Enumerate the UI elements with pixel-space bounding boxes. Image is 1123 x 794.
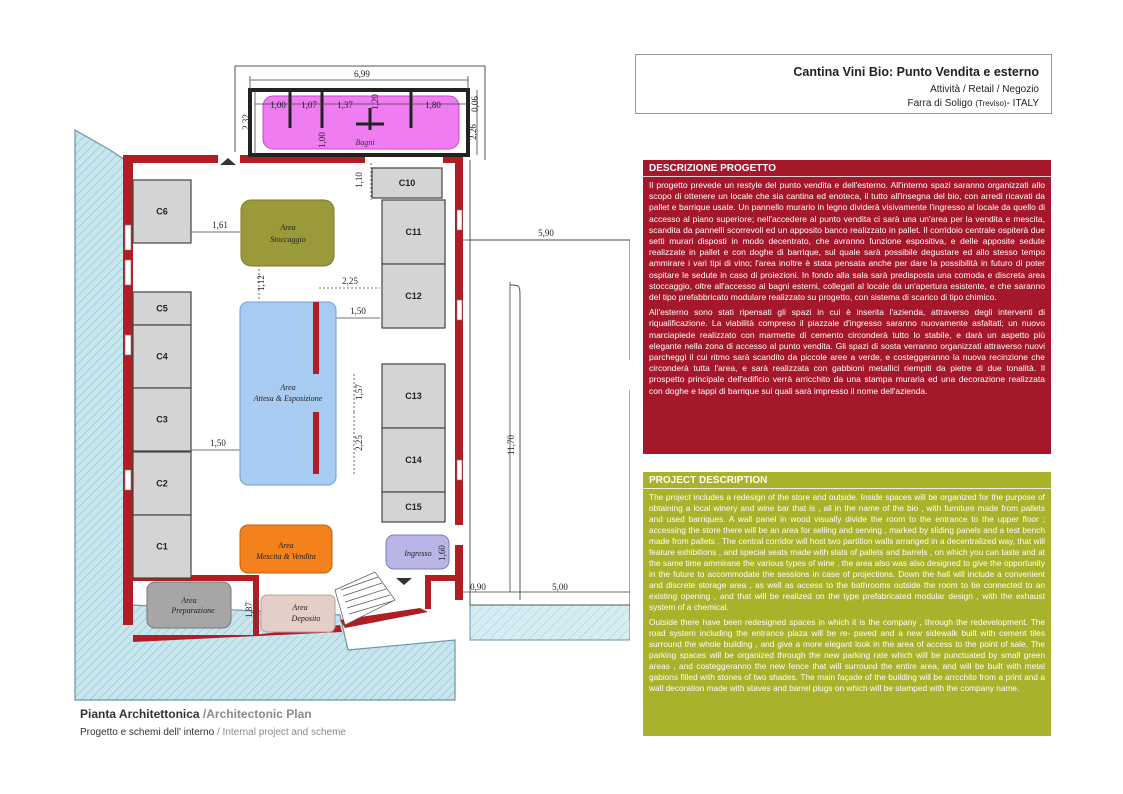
svg-text:1,61: 1,61 [212, 220, 228, 230]
module-label: C10 [398, 178, 416, 188]
description-en-panel [643, 472, 1051, 736]
description-en-p2: Outside there have been redesigned spaces in which it is the company , through the redevelopment. The road system including the entrance plaza will be re- paved and a new sidewalk built with cement tiles surround the whole building , and give a more elegant look in the area of access to the point of sale. The parking spaces will be organized through the new parking rate which will be punctuated by small green areas , and costeggeranno the new fence that will surround the entire area, and will be built with metal gabions filled with stones of two shades. The main façade of the building will be arrcchito from a print and a wall decoration made with staves and barrel plugs on which will be stamped with the company name. [649, 617, 1045, 693]
module-label: C4 [156, 351, 168, 362]
project-location: Farra di Soligo (Treviso)- ITALY [907, 98, 1039, 109]
area-stoccaggio [241, 200, 334, 266]
area-mescita-label-2: Mescita & Vendita [256, 552, 316, 561]
area-stoccaggio-label-2: Stoccaggio [270, 235, 306, 244]
module-label: C6 [156, 206, 168, 217]
description-en-p1: The project includes a redesign of the store and outside. Inside spaces will be organized for the purpose of obtaining a local winery and wine bar that is , all in the name of the bio , with furniture made from pallets and used barriques. A wall panel in wood visually divide the room to the entrance to the upper floor ; accessing the store there will be an area for selling and serving , marked by sliding panels and a test bench made from pallets . The central corridor will host two partition walls arranged in a decentralized way, that will feature exhibitions , and special seats made with slats of pallets and barrels , on which you can taste and at the same time ammirane the various types of wine , the area also was also designed to give the opportunity in the future to accommodate the sessions in case of projections. Down the hall will include a convenient and discrete storage area , as well as access to the bathrooms outside the room to be connected to an existing opening , and that will be realized on the type prefabricated modular design , with the exhaust system of a chemical. [649, 492, 1045, 612]
area-deposito-label-1: Area [292, 603, 308, 612]
area-preparazione-label-1: Area [181, 596, 197, 605]
area-mescita-label-1: Area [278, 541, 294, 550]
description-it-panel [643, 160, 1051, 454]
svg-text:1,57: 1,57 [354, 384, 364, 400]
svg-text:1,37: 1,37 [337, 100, 353, 110]
svg-text:1,20: 1,20 [370, 94, 380, 110]
svg-text:1,12: 1,12 [256, 275, 266, 291]
svg-text:11,70: 11,70 [506, 435, 516, 455]
project-category: Attività / Retail / Negozio [930, 84, 1039, 95]
svg-text:1,50: 1,50 [210, 438, 226, 448]
title-box [635, 54, 1052, 114]
svg-text:1,00: 1,00 [317, 132, 327, 148]
svg-text:2,32: 2,32 [241, 114, 251, 130]
plan-caption [80, 707, 346, 738]
svg-text:1,00: 1,00 [270, 100, 286, 110]
svg-text:1,60: 1,60 [437, 545, 447, 561]
svg-text:0,06: 0,06 [470, 96, 480, 112]
module-label: C13 [405, 391, 422, 401]
svg-text:1,80: 1,80 [425, 100, 441, 110]
module-label: C2 [156, 478, 168, 489]
svg-text:2,25: 2,25 [354, 435, 364, 451]
description-it-p1: Il progetto prevede un restyle del punto vendita e dell'esterno. All'interno spazi saranno organizzati allo scopo di ottenere un locale che sia cantina ed enoteca, il tutto all'insegna del bio, con arredi ricavati da pallet e barrique usate. Un pannello murario in legno dividerà visivamente l'ingresso al locale da quello di accesso al piano superiore; nell'accedere al punto vendita ci sarà una un'area per la vendita e mescita, scandita da pannelli scorrevoli ed un apposito banco realizzato in pallet. Il corridoio centrale ospiterà due setti murari disposti in modo decentrato, che avranno funzione espositiva, e delle apposite sedute realizzate in pallet e con doghe di barrique, sul quale sarà possibile degustare ed allo stesso tempo ammirare i vari tipi di vino; l'area inoltre è stata pensata anche per dare la possibilità in futuro di poter ospitare le sedute in caso di proiezioni. In fondo alla sala sarà predisposta una comoda e discreta area stoccaggio, oltre all'accesso ai bagni esterni, collegati al locale da un'apertura esistente, e che saranno del tipo prefabbricato modulare realizzato su progetto, con sistema di scarico di tipo chimico. [649, 180, 1045, 303]
svg-text:1,07: 1,07 [301, 100, 317, 110]
svg-text:5,90: 5,90 [538, 228, 554, 238]
description-it-p2: All'esterno sono stati ripensati gli spazi in cui è inserita l'azienda, attraverso degli interventi di riqualificazione. La viabilità compreso il piazzale d'ingresso saranno nuovamente asfaltati; un nuovo marciapiede realizzato con marmette di cemento circonderà tutto lo stabile, e darà un aspetto più elegante nella zona di accesso al punto vendita. Gli spazi di sosta verranno organizzati attraverso nuovi parcheggi il cui ritmo sarà scandito da piccole aree a verde, e costeggeranno la nuova recinzione che circonderà tutta l'area, e sarà realizzata con gabbioni metallici riempiti da pietre di due tonalità. Il prospetto principale dell'edificio verrà arricchito da una stampa muraria ed una decorazione realizzata con doghe e tappi di barrique sui quali sarà impresso il nome dell'azienda. [649, 307, 1045, 396]
module-label: C3 [156, 414, 168, 425]
area-ingresso-label: Ingresso [404, 549, 432, 558]
module-label: C5 [156, 303, 168, 314]
module-label: C1 [156, 541, 168, 552]
project-title: Cantina Vini Bio: Punto Vendita e esterno [793, 65, 1039, 79]
description-it-heading: DESCRIZIONE PROGETTO [643, 160, 1051, 177]
svg-text:2,26: 2,26 [468, 124, 478, 140]
module-label: C12 [405, 291, 422, 301]
svg-text:2,25: 2,25 [342, 276, 358, 286]
caption-subtitle: Progetto e schemi dell' interno / Internal project and scheme [80, 727, 346, 738]
area-preparazione-label-2: Preparazione [171, 606, 215, 615]
area-attesa-label-1: Area [280, 383, 296, 392]
area-attesa-label-2: Attesa & Esposizione [253, 394, 323, 403]
area-deposito-label-2: Deposito [291, 614, 321, 623]
svg-text:0,90: 0,90 [470, 582, 486, 592]
description-en-heading: PROJECT DESCRIPTION [643, 472, 1051, 489]
module-label: C14 [405, 455, 422, 465]
bagni-label: Bagni [355, 138, 375, 147]
area-stoccaggio-label-1: Area [280, 223, 296, 232]
svg-text:6,99: 6,99 [354, 69, 370, 79]
module-label: C11 [405, 227, 422, 237]
module-label: C15 [405, 502, 422, 512]
svg-text:5,00: 5,00 [552, 582, 568, 592]
svg-text:1,87: 1,87 [244, 602, 254, 618]
svg-text:1,50: 1,50 [350, 306, 366, 316]
svg-text:1,10: 1,10 [354, 172, 364, 188]
caption-title: Pianta Architettonica /Architectonic Plan [80, 707, 312, 721]
